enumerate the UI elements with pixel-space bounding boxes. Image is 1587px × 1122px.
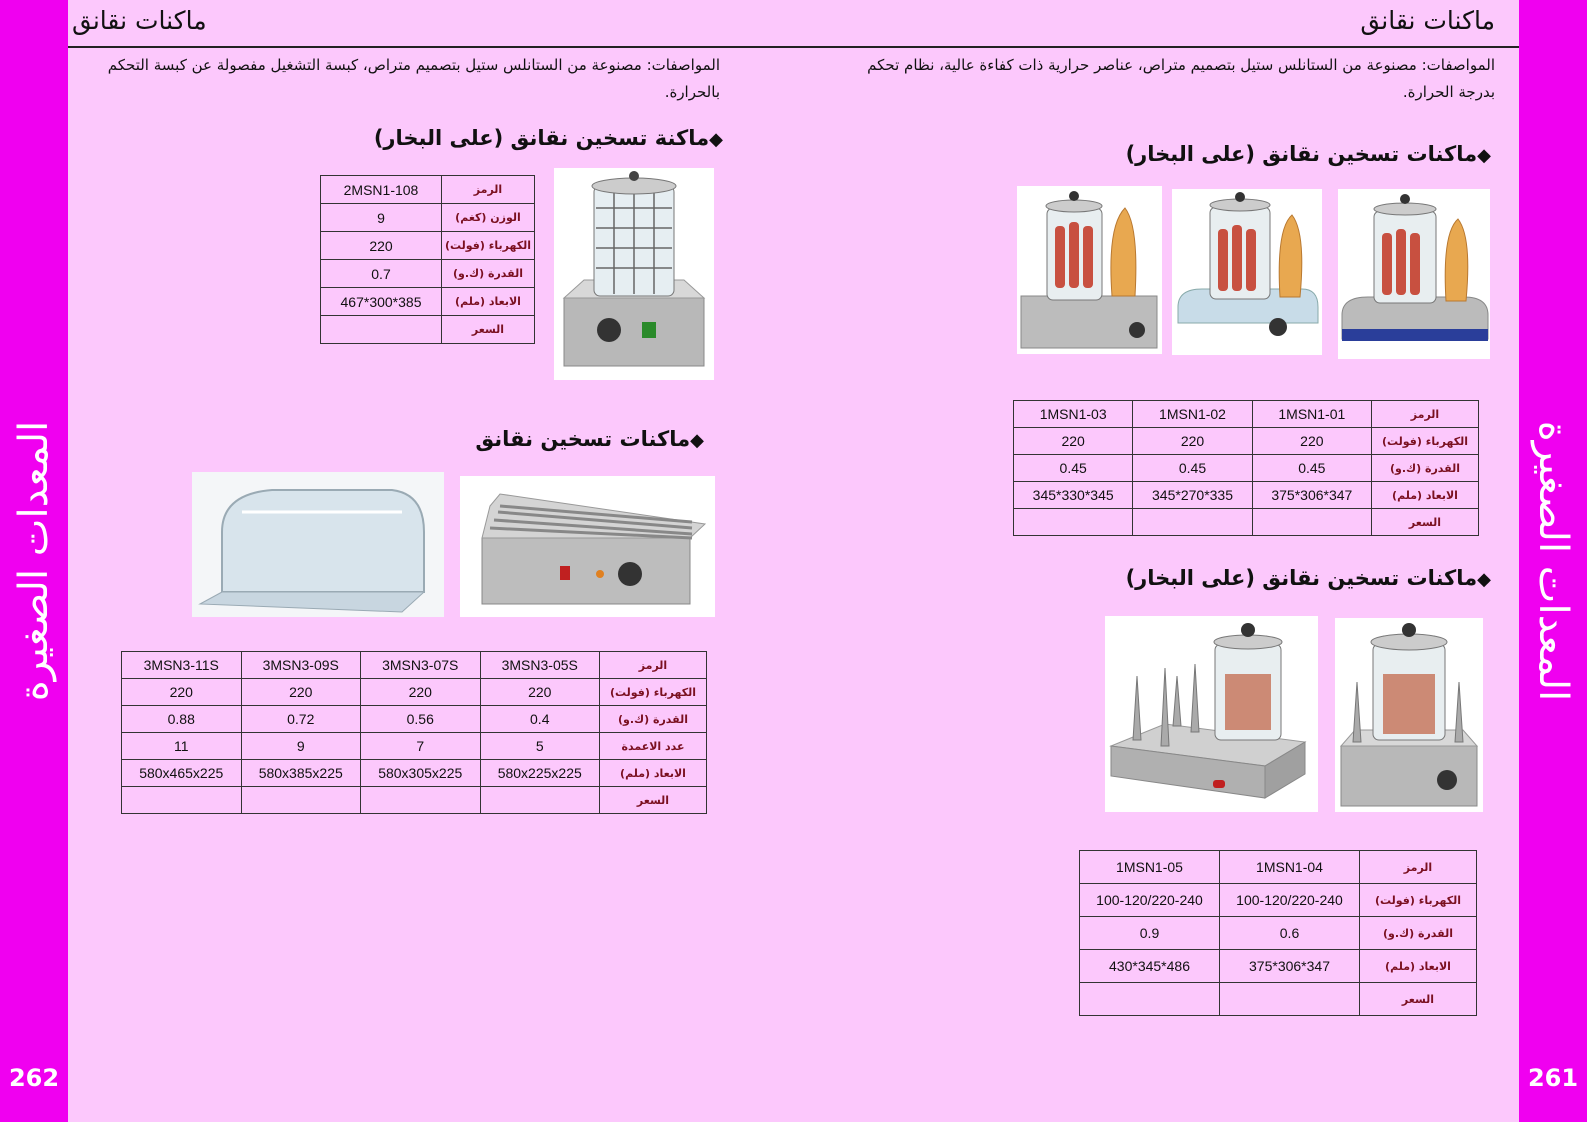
table-cell: 220	[480, 679, 600, 706]
table-row	[122, 652, 707, 679]
table-cell: 220	[361, 679, 481, 706]
row-label: القدرة (ك.و)	[600, 706, 707, 733]
table-row	[1014, 401, 1479, 428]
table-cell	[122, 787, 242, 814]
table-cell: 0.72	[241, 706, 361, 733]
table-row	[122, 787, 707, 814]
table-cell: 347*306*375	[1252, 482, 1371, 509]
row-label: القدرة (ك.و)	[442, 260, 535, 288]
row-label: الكهرباء (فولت)	[442, 232, 535, 260]
row-label: السعر	[1360, 983, 1477, 1016]
table-row	[1080, 917, 1477, 950]
table-cell: 335*270*345	[1133, 482, 1252, 509]
product-photo-1msn1-03	[1017, 186, 1162, 354]
row-label: الابعاد (ملم)	[442, 288, 535, 316]
table-cell: 0.88	[122, 706, 242, 733]
row-label: القدرة (ك.و)	[1360, 917, 1477, 950]
right-section1-heading	[1126, 142, 1491, 166]
table-cell: 3MSN3-05S	[480, 652, 600, 679]
table-cell	[1014, 509, 1133, 536]
table-cell: 7	[361, 733, 481, 760]
table-row	[321, 316, 535, 344]
table-cell: 3MSN3-11S	[122, 652, 242, 679]
hotdog-steamer-image	[1338, 189, 1490, 359]
table-cell: 3MSN3-07S	[361, 652, 481, 679]
table-cell: 220	[241, 679, 361, 706]
table-cell: 486*345*430	[1080, 950, 1220, 983]
row-label: الرمز	[1360, 851, 1477, 884]
table-cell: 580x385x225	[241, 760, 361, 787]
table-cell: 220	[122, 679, 242, 706]
diamond-bullet-icon: ◆	[1477, 145, 1491, 166]
roller-grill-image	[460, 476, 715, 617]
table-row	[321, 288, 535, 316]
row-label: السعر	[600, 787, 707, 814]
table-cell: 347*306*375	[1220, 950, 1360, 983]
left-section1-heading	[374, 126, 723, 150]
table-cell: 220	[1014, 428, 1133, 455]
table-cell: 0.56	[361, 706, 481, 733]
left-table-1	[320, 175, 535, 344]
hotdog-steamer-image	[1017, 186, 1162, 354]
right-spec-text: المواصفات: مصنوعة من الستانلس ستيل بتصميم متراص، عناصر حرارية ذات كفاءة عالية، نظام تحكم بدرجة الحرارة.	[867, 56, 1495, 101]
right-section2-heading-text: ماكنات تسخين نقانق (على البخار)	[1125, 566, 1478, 590]
product-photo-cover	[192, 472, 444, 617]
table-cell: 11	[122, 733, 242, 760]
table-row	[1014, 509, 1479, 536]
table-cell	[361, 787, 481, 814]
row-label: الرمز	[600, 652, 707, 679]
row-label: الكهرباء (فولت)	[600, 679, 707, 706]
table-row	[122, 706, 707, 733]
table-cell: 1MSN1-04	[1220, 851, 1360, 884]
table-row	[1014, 428, 1479, 455]
table-cell: 0.45	[1014, 455, 1133, 482]
row-label: الابعاد (ملم)	[1372, 482, 1479, 509]
table-cell	[1252, 509, 1371, 536]
table-cell: 9	[321, 204, 442, 232]
table-cell: 100-120/220-240	[1220, 884, 1360, 917]
table-cell: 0.45	[1252, 455, 1371, 482]
table-row	[1014, 455, 1479, 482]
row-label: الكهرباء (فولت)	[1360, 884, 1477, 917]
product-photo-1msn1-05	[1105, 616, 1318, 812]
table-cell: 0.4	[480, 706, 600, 733]
table-cell: 220	[1133, 428, 1252, 455]
product-photo-1msn1-04	[1335, 618, 1483, 812]
table-cell: 0.6	[1220, 917, 1360, 950]
row-label: الكهرباء (فولت)	[1372, 428, 1479, 455]
diamond-bullet-icon: ◆	[690, 430, 704, 451]
row-label: الرمز	[1372, 401, 1479, 428]
table-row	[1080, 884, 1477, 917]
table-cell	[1133, 509, 1252, 536]
table-row	[122, 733, 707, 760]
table-cell: 5	[480, 733, 600, 760]
table-row	[321, 204, 535, 232]
hotdog-steamer-spikes-image	[1335, 618, 1483, 812]
table-cell: 1MSN1-01	[1252, 401, 1371, 428]
table-cell	[1080, 983, 1220, 1016]
table-cell: 1MSN1-03	[1014, 401, 1133, 428]
row-label: الابعاد (ملم)	[1360, 950, 1477, 983]
row-label: الوزن (كغم)	[442, 204, 535, 232]
table-cell: 0.45	[1133, 455, 1252, 482]
product-photo-2msn1-108	[554, 168, 714, 380]
table-cell: 9	[241, 733, 361, 760]
hotdog-steamer-spikes-image	[1105, 616, 1318, 812]
table-cell: 100-120/220-240	[1080, 884, 1220, 917]
right-sidebar-text: المعدات الصغيرة	[1530, 420, 1576, 702]
table-row	[321, 232, 535, 260]
left-page-number: 262	[8, 1064, 60, 1092]
hotdog-steamer-image	[1172, 189, 1322, 355]
table-cell	[480, 787, 600, 814]
product-photo-1msn1-01	[1338, 189, 1490, 359]
table-cell: 1MSN1-02	[1133, 401, 1252, 428]
row-label: السعر	[442, 316, 535, 344]
left-section2-heading	[475, 427, 704, 451]
table-cell: 385*300*467	[321, 288, 442, 316]
table-row	[122, 679, 707, 706]
table-cell	[241, 787, 361, 814]
diamond-bullet-icon: ◆	[709, 129, 723, 150]
table-cell: 1MSN1-05	[1080, 851, 1220, 884]
table-row	[1080, 851, 1477, 884]
header-divider	[68, 46, 1519, 48]
product-photo-1msn1-02	[1172, 189, 1322, 355]
row-label: الرمز	[442, 176, 535, 204]
table-row	[1014, 482, 1479, 509]
table-cell: 0.9	[1080, 917, 1220, 950]
right-page-title: ماكنات نقانق	[1360, 6, 1495, 35]
left-section1-heading-text: ماكنة تسخين نقانق (على البخار)	[373, 126, 710, 150]
right-table-1	[1013, 400, 1479, 536]
left-page-title: ماكنات نقانق	[72, 6, 207, 35]
left-sidebar	[0, 0, 68, 1122]
table-cell: 345*330*345	[1014, 482, 1133, 509]
table-row	[1080, 950, 1477, 983]
table-cell	[1220, 983, 1360, 1016]
table-cell: 2MSN1-108	[321, 176, 442, 204]
left-table-2	[121, 651, 707, 814]
row-label: الابعاد (ملم)	[600, 760, 707, 787]
right-section1-heading-text: ماكنات تسخين نقانق (على البخار)	[1125, 142, 1478, 166]
row-label: القدرة (ك.و)	[1372, 455, 1479, 482]
steam-warmer-image	[554, 168, 714, 380]
row-label: عدد الاعمدة	[600, 733, 707, 760]
plastic-cover-image	[192, 472, 444, 617]
table-cell: 3MSN3-09S	[241, 652, 361, 679]
right-page-number: 261	[1527, 1064, 1579, 1092]
product-photo-roller	[460, 476, 715, 617]
left-spec-text: المواصفات: مصنوعة من الستانلس ستيل بتصميم متراص، كبسة التشغيل مفصولة عن كبسة التحكم بالحرارة.	[107, 56, 720, 101]
table-cell: 0.7	[321, 260, 442, 288]
right-table-2	[1079, 850, 1477, 1016]
table-cell: 580x465x225	[122, 760, 242, 787]
table-cell: 220	[321, 232, 442, 260]
table-cell: 580x305x225	[361, 760, 481, 787]
table-row	[122, 760, 707, 787]
right-sidebar	[1519, 0, 1587, 1122]
diamond-bullet-icon: ◆	[1477, 569, 1491, 590]
table-row	[321, 260, 535, 288]
table-row	[321, 176, 535, 204]
table-cell	[321, 316, 442, 344]
right-section2-heading	[1126, 566, 1491, 590]
left-sidebar-text: المعدات الصغيرة	[11, 420, 57, 702]
table-cell: 580x225x225	[480, 760, 600, 787]
left-section2-heading-text: ماكنات تسخين نقانق	[475, 427, 691, 451]
row-label: السعر	[1372, 509, 1479, 536]
table-row	[1080, 983, 1477, 1016]
table-cell: 220	[1252, 428, 1371, 455]
